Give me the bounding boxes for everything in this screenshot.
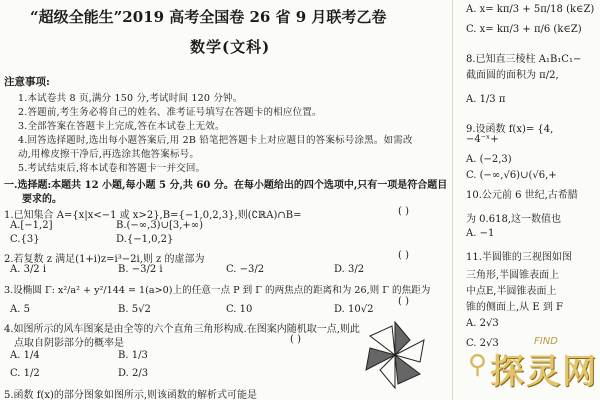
right-line: 10.公元前 6 世纪,古希腊 (466, 190, 578, 201)
right-line: 9.设函数 f(x)= {4, (466, 124, 554, 135)
watermark-small-text: FIND (534, 336, 558, 347)
question-4-stem: 4.如图所示的风车图案是由全等的六个直角三角形构成.在图案内随机取一点,则此 (4, 324, 360, 335)
notice-item: 2.答题前,考生务必将自己的姓名、准考证号填写在答题卡的相应位置。 (18, 107, 322, 118)
right-line: A. x= kπ/3 + 5π/18 (k∈Z) (466, 4, 595, 15)
question-4-stem-cont: 点取自阴影部分的概率是 (14, 338, 124, 349)
windmill-blade-shaded (395, 355, 420, 384)
option-b: B. 5√2 (118, 304, 151, 315)
option-b: B.(−∞,3)∪[3,+∞) (116, 220, 204, 231)
question-2-stem: 2.若复数 z 满足(1+i)z=i³−2i,则 z 的虚部为 (4, 254, 205, 265)
section-heading-cont: 要求的。 (22, 194, 62, 205)
notice-item: 4.回答选择题时,选出每小题答案后,用 2B 铅笔把答题卡上对应题目的答案标号涂黑。如需改 (18, 135, 413, 146)
right-line: 中点E,半圆锥表面上 (466, 286, 557, 297)
column-divider (452, 0, 453, 400)
section-heading: 一.选择题:本题共 12 小题,每小题 5 分,共 60 分。在每小题给出的四个选项中,只有一项是符合题目 (4, 180, 448, 191)
right-line: 11.半圆锥的三视图如图 (466, 252, 572, 263)
right-line: 三角形,半圆锥表面上 (466, 270, 560, 281)
option-c: C. 1/2 (10, 368, 40, 379)
right-line: 截面圆的面积为 π/2, (466, 70, 559, 81)
right-line: 锥的侧面上,从 E 到 F (466, 302, 563, 313)
watermark-logo (466, 336, 598, 394)
option-c: C. 10 (226, 304, 253, 315)
right-line: 为 0.618,这一数值也 (466, 214, 561, 225)
right-line: −4⁻ˣ+ (466, 134, 499, 145)
right-line: A. −1 (466, 228, 495, 239)
notice-item: 5.考试结束后,将本试卷和答题卡一并交回。 (18, 163, 206, 174)
right-line: A. (−2,3) (466, 154, 512, 165)
right-line: 8.已知直三棱柱 A₁B₁C₁− (466, 54, 582, 65)
right-column (462, 0, 600, 400)
answer-paren: ( ) (290, 334, 301, 345)
option-b: B. −3/2 i (118, 264, 163, 275)
notice-item: 3.全部答案在答题卡上完成,答在本试卷上无效。 (18, 121, 225, 132)
option-a: A. 1/4 (10, 350, 40, 361)
question-3-stem: 3.设椭圆 Γ: x²/a² + y²/144 = 1(a>0)上的任意一点 P 到 Γ 的两焦点的距离和为 26,则 Γ 的焦距为 (4, 285, 431, 296)
notice-item: 动,用橡皮擦干净后,再选涂其他答案标号。 (18, 149, 200, 160)
right-line: A. 2√3 (466, 318, 499, 329)
option-a: A.[−1,2] (10, 220, 53, 231)
option-a: A. 5 (10, 304, 30, 315)
notice-item: 1.本试卷共 8 页,满分 150 分,考试时间 120 分钟。 (18, 93, 243, 104)
magnifier-icon: ⚲ (468, 350, 488, 380)
windmill-blade-shaded (395, 322, 410, 355)
exam-title: “超级全能生”2019 高考全国卷 26 省 9 月联考乙卷 (30, 8, 387, 26)
watermark-brand: 探灵网 (490, 352, 598, 392)
option-d: D.{−1,0,2} (116, 234, 174, 245)
option-c: C.{3} (10, 234, 40, 245)
notice-heading: 注意事项: (4, 76, 50, 88)
right-line: C. 2√3 (466, 338, 499, 349)
option-d: D. 3/2 (334, 264, 365, 275)
option-c: C. −3/2 (226, 264, 265, 275)
answer-paren: ( ) (398, 250, 409, 261)
right-line: A. 1/3 π (466, 94, 506, 105)
option-a: A. 3/2 i (10, 264, 47, 275)
question-1-stem: 1.已知集合 A={x|x<−1 或 x>2},B={−1,0,2,3},则(∁ℝA)∩B= (4, 210, 302, 221)
right-line: C. (−∞,√6)∪(√6,+ (466, 170, 557, 181)
question-5-stem: 5.函数 f(x)的部分图象如图所示,则该函数的解析式可能是 (4, 390, 258, 400)
answer-paren: ( ) (398, 206, 409, 217)
option-d: D. 10√2 (334, 304, 374, 315)
windmill-figure (358, 318, 432, 392)
option-d: D. 2/3 (118, 368, 149, 379)
right-line: C. x= kπ/3 + π/6 (k∈Z) (466, 24, 582, 35)
option-b: B. 1/3 (118, 350, 148, 361)
exam-subject: 数学(文科) (190, 38, 271, 56)
answer-paren: ( ) (398, 296, 409, 307)
